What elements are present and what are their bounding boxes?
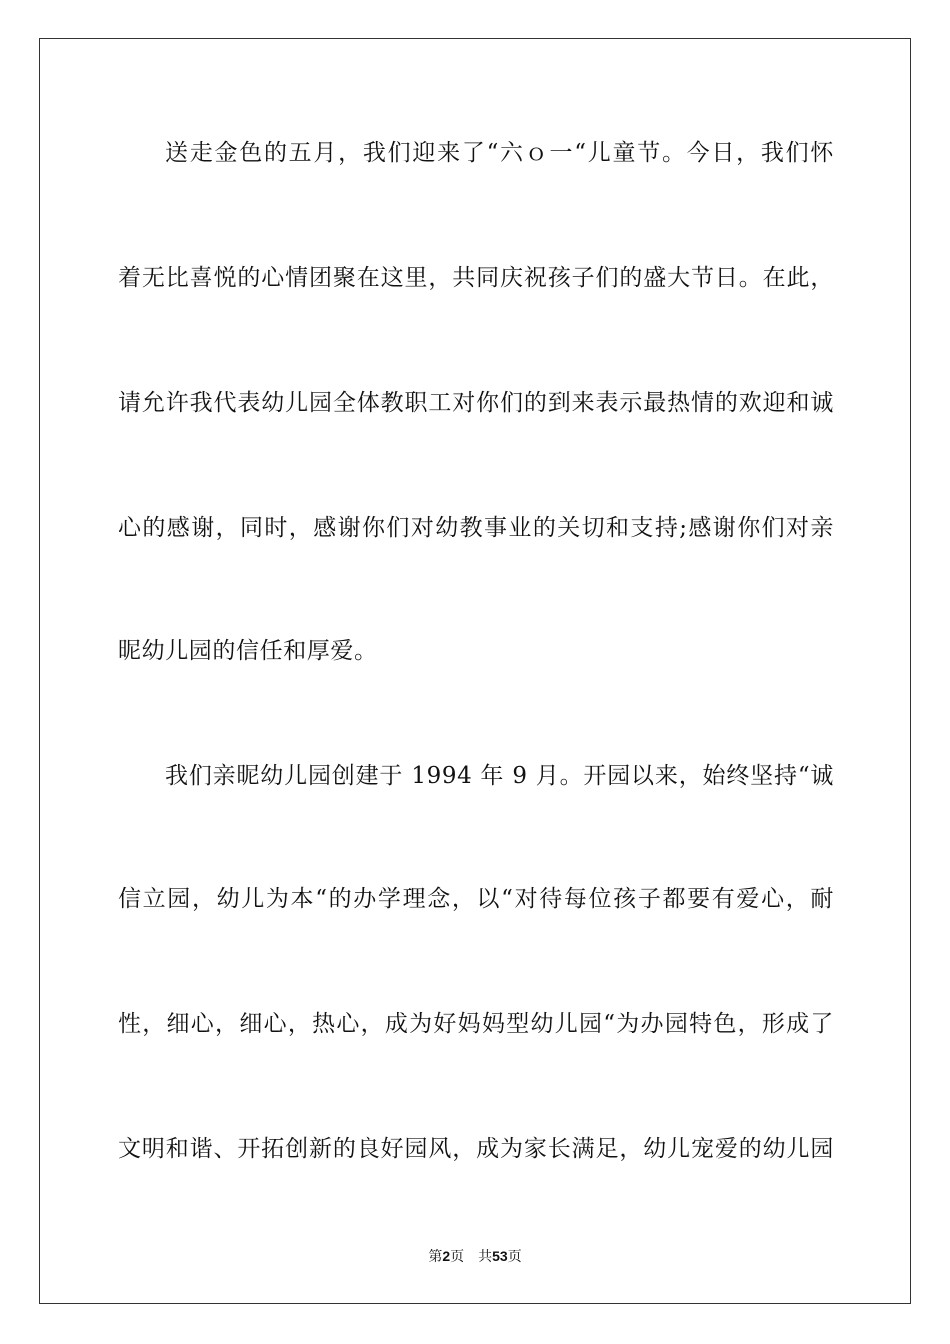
page-number: 2 xyxy=(442,1248,451,1264)
total-label-prefix: 共 xyxy=(478,1249,493,1265)
total-pages: 53 xyxy=(492,1248,508,1264)
page-footer xyxy=(0,1246,950,1267)
paragraph-1-line-4: 心的感谢，同时，感谢你们对幼教事业的关切和支持;感谢你们对亲 xyxy=(118,515,834,541)
paragraph-2-line-1: 我们亲昵幼儿园创建于 1994 年 9 月。开园以来，始终坚持“诚 xyxy=(165,763,834,789)
total-label-suffix: 页 xyxy=(507,1249,522,1265)
page-label-suffix: 页 xyxy=(450,1249,465,1265)
paragraph-2-line-2: 信立园，幼儿为本“的办学理念，以“对待每位孩子都要有爱心，耐 xyxy=(118,886,834,912)
paragraph-2-line-3: 性，细心，细心，热心，成为好妈妈型幼儿园“为办园特色，形成了 xyxy=(118,1011,834,1037)
page-label-prefix: 第 xyxy=(428,1249,443,1265)
page-border xyxy=(39,38,911,1304)
paragraph-1-line-1: 送走金色的五月，我们迎来了“六ｏ一“儿童节。今日，我们怀 xyxy=(165,140,834,166)
paragraph-1-line-2: 着无比喜悦的心情团聚在这里，共同庆祝孩子们的盛大节日。在此， xyxy=(118,265,834,291)
paragraph-2-line-4: 文明和谐、开拓创新的良好园风，成为家长满足，幼儿宠爱的幼儿园 xyxy=(118,1136,834,1162)
paragraph-1-line-5: 昵幼儿园的信任和厚爱。 xyxy=(118,638,378,664)
paragraph-1-line-3: 请允许我代表幼儿园全体教职工对你们的到来表示最热情的欢迎和诚 xyxy=(118,390,834,416)
